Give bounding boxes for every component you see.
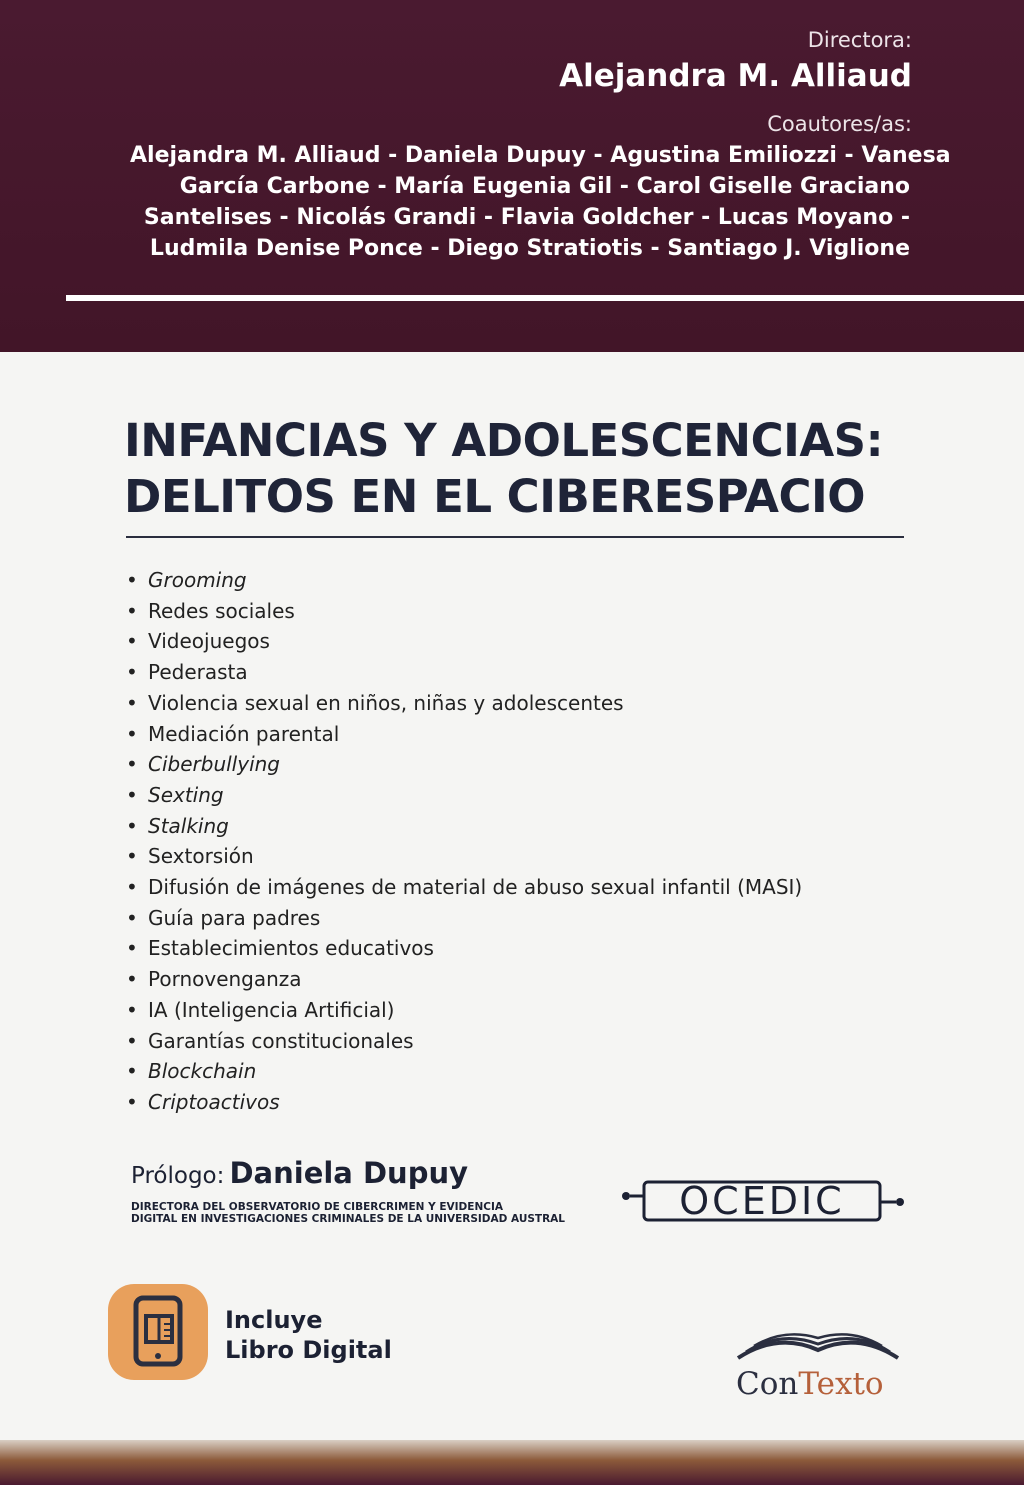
header-divider <box>66 295 1024 301</box>
open-book-icon <box>728 1328 908 1368</box>
publisher-name: ConTexto <box>736 1366 884 1402</box>
title-underline <box>126 536 904 538</box>
coautores-line: Ludmila Denise Ponce - Diego Stratiotis - Santiago J. Viglione <box>149 236 910 261</box>
list-item: • Pornovenganza <box>126 964 802 995</box>
bullet: • <box>126 752 138 777</box>
header-band <box>0 0 1024 352</box>
topics-list <box>126 565 802 1118</box>
book-title <box>124 413 924 525</box>
title-line-1: INFANCIAS Y ADOLESCENCIAS: <box>124 414 884 467</box>
coautores-list <box>130 140 951 264</box>
bullet: • <box>126 844 138 869</box>
list-item: • Garantías constitucionales <box>126 1026 802 1057</box>
list-item: • Sexting <box>126 780 802 811</box>
publisher-logo <box>728 1328 908 1408</box>
ocedic-logo <box>620 1174 910 1230</box>
directora-label: Directora: <box>807 28 912 52</box>
prologo-desc-line: DIGITAL EN INVESTIGACIONES CRIMINALES DE LA UNIVERSIDAD AUSTRAL <box>131 1213 565 1225</box>
title-line-2: DELITOS EN EL CIBERESPACIO <box>124 470 865 523</box>
bullet: • <box>126 1089 138 1114</box>
bullet: • <box>126 629 138 654</box>
prologo-desc-line: DIRECTORA DEL OBSERVATORIO DE CIBERCRIMEN Y EVIDENCIA <box>131 1201 503 1213</box>
list-item: • Videojuegos <box>126 626 802 657</box>
ocedic-logo-text: OCEDIC <box>679 1179 845 1223</box>
coautores-label: Coautores/as: <box>767 112 912 136</box>
bullet: • <box>126 568 138 592</box>
bullet: • <box>126 690 138 715</box>
list-item: • Grooming <box>126 565 802 596</box>
list-item: • Pederasta <box>126 657 802 688</box>
list-item: • Difusión de imágenes de material de abuso sexual infantil (MASI) <box>126 872 802 903</box>
list-item: • Stalking <box>126 811 802 842</box>
bullet: • <box>126 782 138 807</box>
digital-note-line-2: Libro Digital <box>225 1336 392 1364</box>
ebook-tablet-icon <box>108 1284 208 1380</box>
directora-name: Alejandra M. Alliaud <box>559 58 912 94</box>
footer-band <box>0 1440 1024 1485</box>
bullet: • <box>126 721 138 746</box>
list-item: • Blockchain <box>126 1056 802 1087</box>
prologo-description <box>131 1201 565 1225</box>
bullet: • <box>126 936 138 961</box>
digital-note-line-1: Incluye <box>225 1306 323 1334</box>
prologo <box>131 1156 468 1190</box>
list-item: • Sextorsión <box>126 841 802 872</box>
bullet: • <box>126 660 138 685</box>
list-item: • Guía para padres <box>126 903 802 934</box>
prologo-author: Daniela Dupuy <box>229 1156 468 1190</box>
bullet: • <box>126 967 138 992</box>
bullet: • <box>126 813 138 838</box>
bullet: • <box>126 905 138 930</box>
bullet: • <box>126 1028 138 1053</box>
list-item: • Redes sociales <box>126 596 802 627</box>
coautores-line: Alejandra M. Alliaud - Daniela Dupuy - Agustina Emiliozzi - Vanesa <box>130 143 951 168</box>
list-item: • Mediación parental <box>126 719 802 750</box>
list-item: • IA (Inteligencia Artificial) <box>126 995 802 1026</box>
digital-book-note <box>225 1305 392 1365</box>
list-item: • Violencia sexual en niños, niñas y adolescentes <box>126 688 802 719</box>
prologo-label: Prólogo: <box>131 1163 225 1189</box>
list-item: • Ciberbullying <box>126 749 802 780</box>
bullet: • <box>126 1059 138 1084</box>
bullet: • <box>126 598 138 623</box>
coautores-line: Santelises - Nicolás Grandi - Flavia Goldcher - Lucas Moyano - <box>143 205 910 230</box>
bullet: • <box>126 997 138 1022</box>
bullet: • <box>126 875 138 900</box>
list-item: • Establecimientos educativos <box>126 933 802 964</box>
coautores-line: García Carbone - María Eugenia Gil - Carol Giselle Graciano <box>179 174 910 199</box>
list-item: • Criptoactivos <box>126 1087 802 1118</box>
